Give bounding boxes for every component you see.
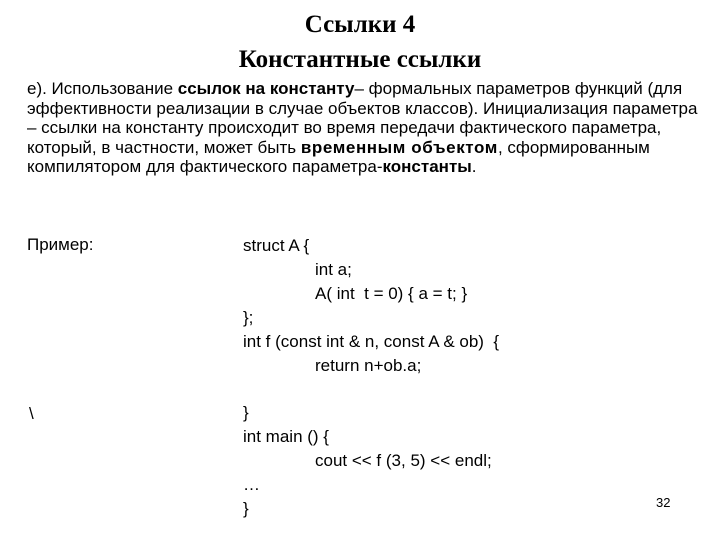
- paragraph-text-4: .: [471, 157, 477, 177]
- slide-title-line2: Константные ссылки: [238, 46, 482, 73]
- code-block-2: [243, 401, 492, 521]
- code-line-text: cout << f (3, 5) << endl;: [315, 451, 492, 470]
- paragraph-text-2: – формальных параметров функций (для эффективности реализации в случае объектов классов). Инициализация параметра – ссылки на константу происходит во время передачи фактического параметра, который, в частности, может быть: [27, 79, 698, 157]
- page-number: 32: [656, 495, 671, 510]
- code-line-indented: [243, 282, 499, 306]
- code-line: int f (const int & n, const A & ob) {: [243, 332, 500, 351]
- code-line-indented: [243, 354, 499, 378]
- code-line: …: [243, 475, 260, 494]
- paragraph-text-1: е). Использование: [27, 79, 178, 98]
- code-line: int main () {: [243, 427, 329, 446]
- code-line-text: int a;: [315, 260, 352, 279]
- code-line-text: return n+ob.a;: [315, 356, 422, 375]
- code-line: }: [243, 499, 249, 518]
- code-line-indented: [243, 258, 499, 282]
- code-line: }: [243, 403, 249, 422]
- code-line-text: A( int t = 0) { a = t; }: [315, 284, 468, 303]
- code-line: struct A {: [243, 236, 310, 255]
- code-line-indented: [243, 449, 492, 473]
- slide-title-line1: Ссылки 4: [304, 11, 416, 38]
- example-label: Пример:: [27, 235, 94, 254]
- description-paragraph: [27, 79, 707, 177]
- code-block-1: [243, 234, 499, 378]
- backslash-label: \: [29, 404, 34, 423]
- paragraph-bold-const-refs: ссылок на константу: [177, 79, 355, 98]
- code-line: };: [243, 308, 254, 327]
- paragraph-bold-constants: константы: [382, 157, 472, 177]
- paragraph-bold-temp-object: временным объектом: [300, 137, 498, 157]
- paragraph-text-3: , сформированным компилятором для фактического параметра-: [27, 137, 650, 177]
